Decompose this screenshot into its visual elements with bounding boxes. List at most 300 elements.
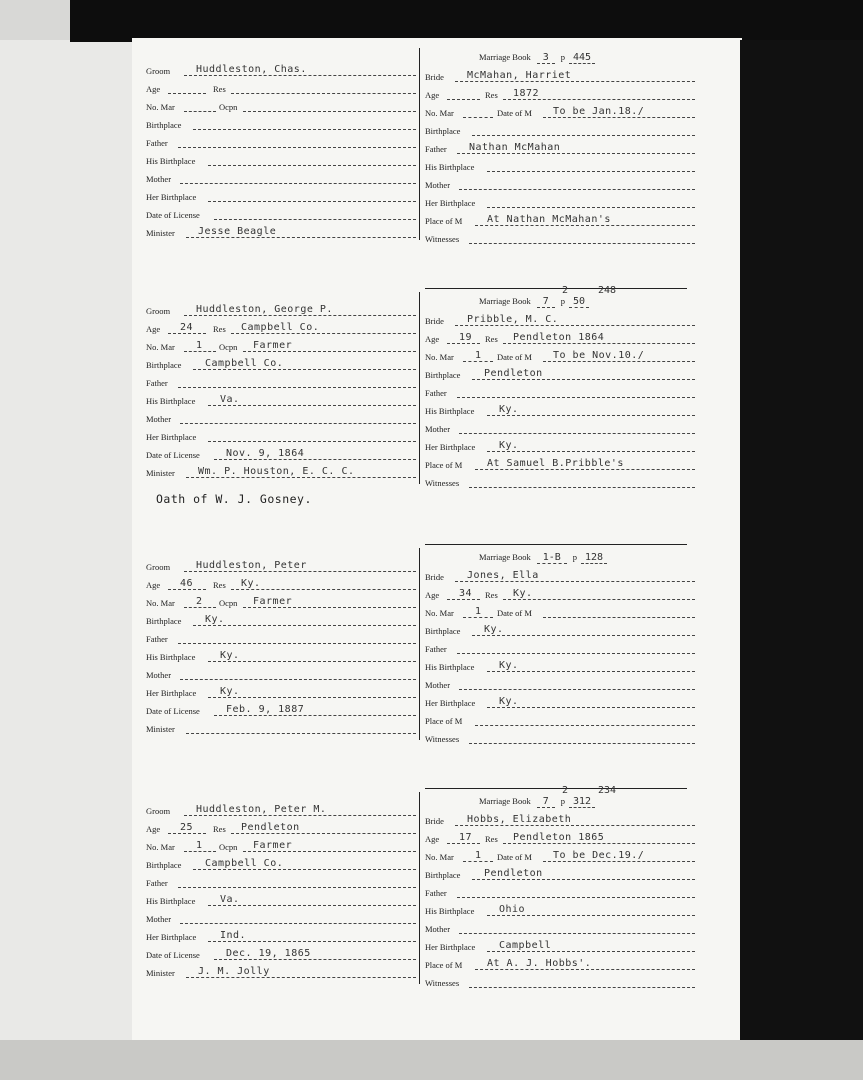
groom-row-groom — [146, 800, 416, 818]
bride-row-her-birthplace — [425, 936, 695, 954]
groom-column — [146, 292, 416, 492]
field-value-his-birthplace: Va. — [220, 894, 240, 905]
field-value-no-mar: 1 — [475, 606, 482, 617]
field-label: His Birthplace — [425, 406, 475, 416]
field-value-age: 17 — [459, 832, 473, 843]
bride-row-no-mar — [425, 102, 695, 120]
field-line — [178, 387, 416, 388]
field-line — [457, 397, 695, 398]
bride-column — [425, 48, 695, 248]
field-label: Groom — [146, 306, 171, 316]
field-line — [472, 379, 695, 380]
field-label: Minister — [146, 724, 175, 734]
field-line — [463, 361, 493, 362]
field-value-name: Huddleston, Peter — [196, 560, 307, 571]
field-label: Date of License — [146, 450, 200, 460]
field-value-age: 19 — [459, 332, 473, 343]
field-value-ocpn: Farmer — [253, 840, 293, 851]
field-label: Birthplace — [425, 626, 461, 636]
groom-row-age — [146, 574, 416, 592]
field-value-no-mar: 2 — [196, 596, 203, 607]
groom-row-groom — [146, 60, 416, 78]
page-label: p — [572, 552, 578, 562]
field-line — [472, 135, 695, 136]
field-label: Birthplace — [146, 120, 182, 130]
field-line — [463, 617, 493, 618]
bride-row-birthplace — [425, 364, 695, 382]
field-line — [186, 477, 416, 478]
field-label: Res — [213, 84, 226, 94]
field-label: Bride — [425, 572, 444, 582]
field-line — [184, 75, 416, 76]
field-label: Groom — [146, 806, 171, 816]
field-label: No. Mar — [146, 598, 175, 608]
field-label: Father — [146, 138, 168, 148]
left-margin — [0, 40, 132, 1080]
field-line — [168, 833, 206, 834]
groom-row-his-birthplace — [146, 390, 416, 408]
field-label: Father — [146, 378, 168, 388]
groom-row-date-of-license — [146, 204, 416, 222]
bride-column — [425, 548, 695, 748]
groom-row-mother — [146, 408, 416, 426]
field-label: Mother — [146, 914, 172, 924]
field-line — [487, 415, 695, 416]
marriage-book-header — [479, 796, 595, 807]
groom-column — [146, 48, 416, 248]
field-label: Her Birthplace — [425, 698, 476, 708]
field-line — [193, 869, 416, 870]
field-value-minister: J. M. Jolly — [198, 966, 270, 977]
field-value-birthplace: Ky. — [205, 614, 225, 625]
field-value-date-of-m: To be Nov.10./ — [553, 350, 645, 361]
groom-row-groom — [146, 300, 416, 318]
field-value-place-of-m: At Samuel B.Pribble's — [487, 458, 624, 469]
field-label: His Birthplace — [146, 652, 196, 662]
bride-row-witnesses — [425, 728, 695, 746]
bride-row-father — [425, 882, 695, 900]
field-line — [455, 81, 695, 82]
marriage-book-number: 3 — [537, 52, 555, 64]
field-value-no-mar: 1 — [475, 350, 482, 361]
field-value-res: Pendleton — [241, 822, 300, 833]
bride-row-father — [425, 638, 695, 656]
field-line — [231, 589, 416, 590]
field-value-his-birthplace: Va. — [220, 394, 240, 405]
field-value-age: 34 — [459, 588, 473, 599]
field-line — [208, 941, 416, 942]
field-value-name: Huddleston, Chas. — [196, 64, 307, 75]
bride-row-bride — [425, 566, 695, 584]
marriage-book-header — [479, 552, 607, 563]
field-line — [503, 343, 695, 344]
field-label: No. Mar — [146, 102, 175, 112]
groom-row-father — [146, 132, 416, 150]
field-label: Ocpn — [219, 102, 238, 112]
book-extra-number: 2 — [562, 285, 569, 296]
field-label: Witnesses — [425, 478, 460, 488]
bride-row-his-birthplace — [425, 400, 695, 418]
groom-row-mother — [146, 168, 416, 186]
field-label: Mother — [146, 670, 172, 680]
field-label: Date of M — [497, 608, 532, 618]
field-label: Her Birthplace — [425, 442, 476, 452]
field-label: Place of M — [425, 460, 463, 470]
field-label: Mother — [425, 680, 451, 690]
field-line — [243, 111, 416, 112]
field-label: Date of M — [497, 108, 532, 118]
groom-row-no-mar — [146, 336, 416, 354]
bride-row-no-mar — [425, 346, 695, 364]
field-value-birthplace: Campbell Co. — [205, 358, 284, 369]
field-label: No. Mar — [425, 108, 454, 118]
bride-row-place-of-m — [425, 710, 695, 728]
field-label: Birthplace — [425, 126, 461, 136]
groom-row-his-birthplace — [146, 890, 416, 908]
bride-row-age — [425, 328, 695, 346]
groom-row-birthplace — [146, 854, 416, 872]
groom-row-age — [146, 318, 416, 336]
field-label: Witnesses — [425, 734, 460, 744]
bride-row-mother — [425, 418, 695, 436]
field-label: Birthplace — [425, 870, 461, 880]
field-label: Her Birthplace — [425, 198, 476, 208]
groom-row-his-birthplace — [146, 646, 416, 664]
field-value-res: 1872 — [513, 88, 540, 99]
field-value-date-of-m: To be Jan.18./ — [553, 106, 645, 117]
field-value-res: Pendleton 1865 — [513, 832, 605, 843]
groom-row-groom — [146, 556, 416, 574]
bride-row-mother — [425, 918, 695, 936]
field-label: Res — [213, 824, 226, 834]
field-line — [455, 825, 695, 826]
field-line — [180, 923, 416, 924]
field-label: Res — [213, 324, 226, 334]
field-value-name: Pribble, M. C. — [467, 314, 559, 325]
field-label: Date of License — [146, 950, 200, 960]
field-label: Bride — [425, 816, 444, 826]
field-line — [168, 333, 206, 334]
field-label: Father — [425, 888, 447, 898]
field-label: His Birthplace — [425, 662, 475, 672]
field-label: Birthplace — [425, 370, 461, 380]
field-line — [469, 743, 695, 744]
groom-row-no-mar — [146, 592, 416, 610]
field-value-birthplace: Campbell Co. — [205, 858, 284, 869]
field-value-name: Huddleston, Peter M. — [196, 804, 327, 815]
field-line — [214, 219, 416, 220]
field-line — [475, 725, 695, 726]
field-line — [487, 707, 695, 708]
field-line — [193, 625, 416, 626]
field-label: His Birthplace — [146, 156, 196, 166]
page-label: p — [560, 52, 565, 62]
groom-row-no-mar — [146, 836, 416, 854]
field-label: Place of M — [425, 716, 463, 726]
record-note: Oath of W. J. Gosney. — [156, 492, 312, 506]
column-divider — [419, 792, 420, 984]
bride-row-bride — [425, 66, 695, 84]
field-value-date-of-m: To be Dec.19./ — [553, 850, 645, 861]
field-line — [459, 933, 695, 934]
groom-row-minister — [146, 222, 416, 240]
field-line — [208, 405, 416, 406]
groom-column — [146, 548, 416, 748]
field-value-minister: Jesse Beagle — [198, 226, 277, 237]
field-label: Age — [146, 824, 161, 834]
marriage-book-label: Marriage Book — [479, 296, 531, 306]
groom-row-her-birthplace — [146, 426, 416, 444]
field-label: Father — [146, 634, 168, 644]
groom-row-date-of-license — [146, 700, 416, 718]
field-line — [503, 99, 695, 100]
field-line — [214, 959, 416, 960]
field-value-no-mar: 1 — [196, 840, 203, 851]
field-line — [455, 325, 695, 326]
groom-row-no-mar — [146, 96, 416, 114]
field-line — [184, 607, 216, 608]
field-value-name: Hobbs, Elizabeth — [467, 814, 572, 825]
field-value-name: McMahan, Harriet — [467, 70, 572, 81]
marriage-book-number: 1-B — [537, 552, 567, 564]
field-label: Father — [425, 388, 447, 398]
field-label: Ocpn — [219, 342, 238, 352]
field-value-age: 24 — [180, 322, 194, 333]
field-label: Birthplace — [146, 860, 182, 870]
field-line — [447, 599, 480, 600]
field-value-her-birthplace: Ky. — [220, 686, 240, 697]
field-line — [463, 117, 493, 118]
bride-row-birthplace — [425, 864, 695, 882]
field-label: Mother — [425, 180, 451, 190]
field-line — [186, 237, 416, 238]
groom-row-her-birthplace — [146, 682, 416, 700]
field-line — [231, 333, 416, 334]
page-extra-number: 234 — [598, 785, 617, 796]
field-label: No. Mar — [425, 608, 454, 618]
field-value-birthplace: Ky. — [484, 624, 504, 635]
groom-row-her-birthplace — [146, 926, 416, 944]
field-label: Groom — [146, 562, 171, 572]
field-line — [457, 897, 695, 898]
bride-row-mother — [425, 674, 695, 692]
field-label: Minister — [146, 468, 175, 478]
field-value-date-of-license: Dec. 19, 1865 — [226, 948, 311, 959]
field-label: No. Mar — [425, 852, 454, 862]
field-line — [447, 843, 480, 844]
groom-row-mother — [146, 908, 416, 926]
field-label: Father — [425, 644, 447, 654]
bride-row-her-birthplace — [425, 692, 695, 710]
field-label: No. Mar — [425, 352, 454, 362]
field-line — [543, 117, 695, 118]
page-label: p — [560, 296, 565, 306]
column-divider — [419, 548, 420, 740]
bride-row-his-birthplace — [425, 156, 695, 174]
groom-row-age — [146, 78, 416, 96]
bride-row-age — [425, 828, 695, 846]
field-label: Res — [485, 590, 498, 600]
groom-row-age — [146, 818, 416, 836]
field-value-ocpn: Farmer — [253, 340, 293, 351]
groom-row-father — [146, 628, 416, 646]
bride-row-father — [425, 138, 695, 156]
field-line — [184, 851, 216, 852]
field-label: Father — [425, 144, 447, 154]
bride-row-witnesses — [425, 472, 695, 490]
field-line — [214, 715, 416, 716]
page-extra-number: 248 — [598, 285, 617, 296]
field-line — [459, 189, 695, 190]
marriage-book-page: 445 — [569, 52, 595, 64]
field-line — [475, 469, 695, 470]
bride-row-place-of-m — [425, 954, 695, 972]
field-value-age: 25 — [180, 822, 194, 833]
field-label: Date of M — [497, 852, 532, 862]
field-label: Bride — [425, 72, 444, 82]
bride-row-age — [425, 584, 695, 602]
field-value-no-mar: 1 — [196, 340, 203, 351]
field-value-date-of-license: Feb. 9, 1887 — [226, 704, 305, 715]
bride-column — [425, 285, 695, 492]
field-line — [487, 171, 695, 172]
field-label: Her Birthplace — [425, 942, 476, 952]
bride-row-father — [425, 382, 695, 400]
groom-column — [146, 792, 416, 992]
column-divider — [419, 292, 420, 484]
bride-row-no-mar — [425, 602, 695, 620]
field-value-res: Campbell Co. — [241, 322, 320, 333]
field-line — [193, 129, 416, 130]
groom-row-minister — [146, 462, 416, 480]
column-divider — [419, 48, 420, 240]
field-label: Res — [485, 834, 498, 844]
bride-row-her-birthplace — [425, 192, 695, 210]
field-line — [243, 607, 416, 608]
field-line — [243, 851, 416, 852]
bride-row-her-birthplace — [425, 436, 695, 454]
bride-row-witnesses — [425, 972, 695, 990]
field-label: Father — [146, 878, 168, 888]
field-line — [455, 581, 695, 582]
page-label: p — [560, 796, 565, 806]
field-label: Date of License — [146, 706, 200, 716]
field-line — [193, 369, 416, 370]
groom-row-birthplace — [146, 354, 416, 372]
field-line — [463, 861, 493, 862]
bride-row-mother — [425, 174, 695, 192]
groom-row-date-of-license — [146, 444, 416, 462]
field-line — [184, 351, 216, 352]
bride-row-age — [425, 84, 695, 102]
field-label: No. Mar — [146, 842, 175, 852]
field-label: Age — [146, 84, 161, 94]
field-label: Age — [146, 580, 161, 590]
field-line — [487, 915, 695, 916]
field-label: Witnesses — [425, 234, 460, 244]
field-line — [208, 165, 416, 166]
marriage-book-page: 50 — [569, 296, 589, 308]
marriage-record-card — [146, 548, 706, 788]
field-line — [447, 343, 480, 344]
field-label: Age — [146, 324, 161, 334]
field-value-his-birthplace: Ky. — [220, 650, 240, 661]
field-label: Age — [425, 834, 440, 844]
bride-row-birthplace — [425, 620, 695, 638]
field-value-name: Huddleston, George P. — [196, 304, 333, 315]
field-label: Bride — [425, 316, 444, 326]
field-value-res: Ky. — [241, 578, 261, 589]
field-line — [543, 617, 695, 618]
field-line — [487, 451, 695, 452]
field-value-place-of-m: At Nathan McMahan's — [487, 214, 611, 225]
field-line — [487, 951, 695, 952]
field-line — [469, 487, 695, 488]
field-line — [208, 661, 416, 662]
field-label: Mother — [146, 414, 172, 424]
field-label: Birthplace — [146, 360, 182, 370]
field-value-res: Pendleton 1864 — [513, 332, 605, 343]
marriage-book-header — [479, 52, 595, 63]
field-value-her-birthplace: Ky. — [499, 440, 519, 451]
bride-row-his-birthplace — [425, 656, 695, 674]
field-value-her-birthplace: Ind. — [220, 930, 247, 941]
field-label: Her Birthplace — [146, 688, 197, 698]
field-line — [457, 653, 695, 654]
field-label: Res — [485, 334, 498, 344]
marriage-book-label: Marriage Book — [479, 552, 531, 562]
field-value-his-birthplace: Ohio — [499, 904, 526, 915]
field-value-res: Ky. — [513, 588, 533, 599]
field-line — [184, 315, 416, 316]
field-label: Ocpn — [219, 842, 238, 852]
card-top-rule — [425, 788, 687, 789]
field-label: His Birthplace — [425, 906, 475, 916]
field-line — [168, 589, 206, 590]
field-value-minister: Wm. P. Houston, E. C. C. — [198, 466, 355, 477]
marriage-record-card — [146, 48, 706, 288]
bride-row-bride — [425, 810, 695, 828]
field-value-name: Jones, Ella — [467, 570, 539, 581]
groom-row-father — [146, 872, 416, 890]
field-line — [180, 423, 416, 424]
field-line — [180, 183, 416, 184]
marriage-book-header — [479, 296, 589, 307]
book-extra-number: 2 — [562, 785, 569, 796]
field-value-birthplace: Pendleton — [484, 868, 543, 879]
field-line — [208, 441, 416, 442]
bride-row-witnesses — [425, 228, 695, 246]
field-line — [178, 887, 416, 888]
field-line — [231, 833, 416, 834]
field-label: Her Birthplace — [146, 932, 197, 942]
field-line — [178, 147, 416, 148]
bride-row-birthplace — [425, 120, 695, 138]
bottom-scan-border — [0, 1040, 863, 1080]
field-line — [208, 697, 416, 698]
field-value-his-birthplace: Ky. — [499, 660, 519, 671]
field-label: Mother — [425, 924, 451, 934]
groom-row-birthplace — [146, 610, 416, 628]
field-value-no-mar: 1 — [475, 850, 482, 861]
field-value-her-birthplace: Campbell — [499, 940, 552, 951]
field-label: His Birthplace — [146, 896, 196, 906]
field-line — [457, 153, 695, 154]
field-line — [214, 459, 416, 460]
groom-row-date-of-license — [146, 944, 416, 962]
field-line — [469, 243, 695, 244]
field-label: Minister — [146, 968, 175, 978]
